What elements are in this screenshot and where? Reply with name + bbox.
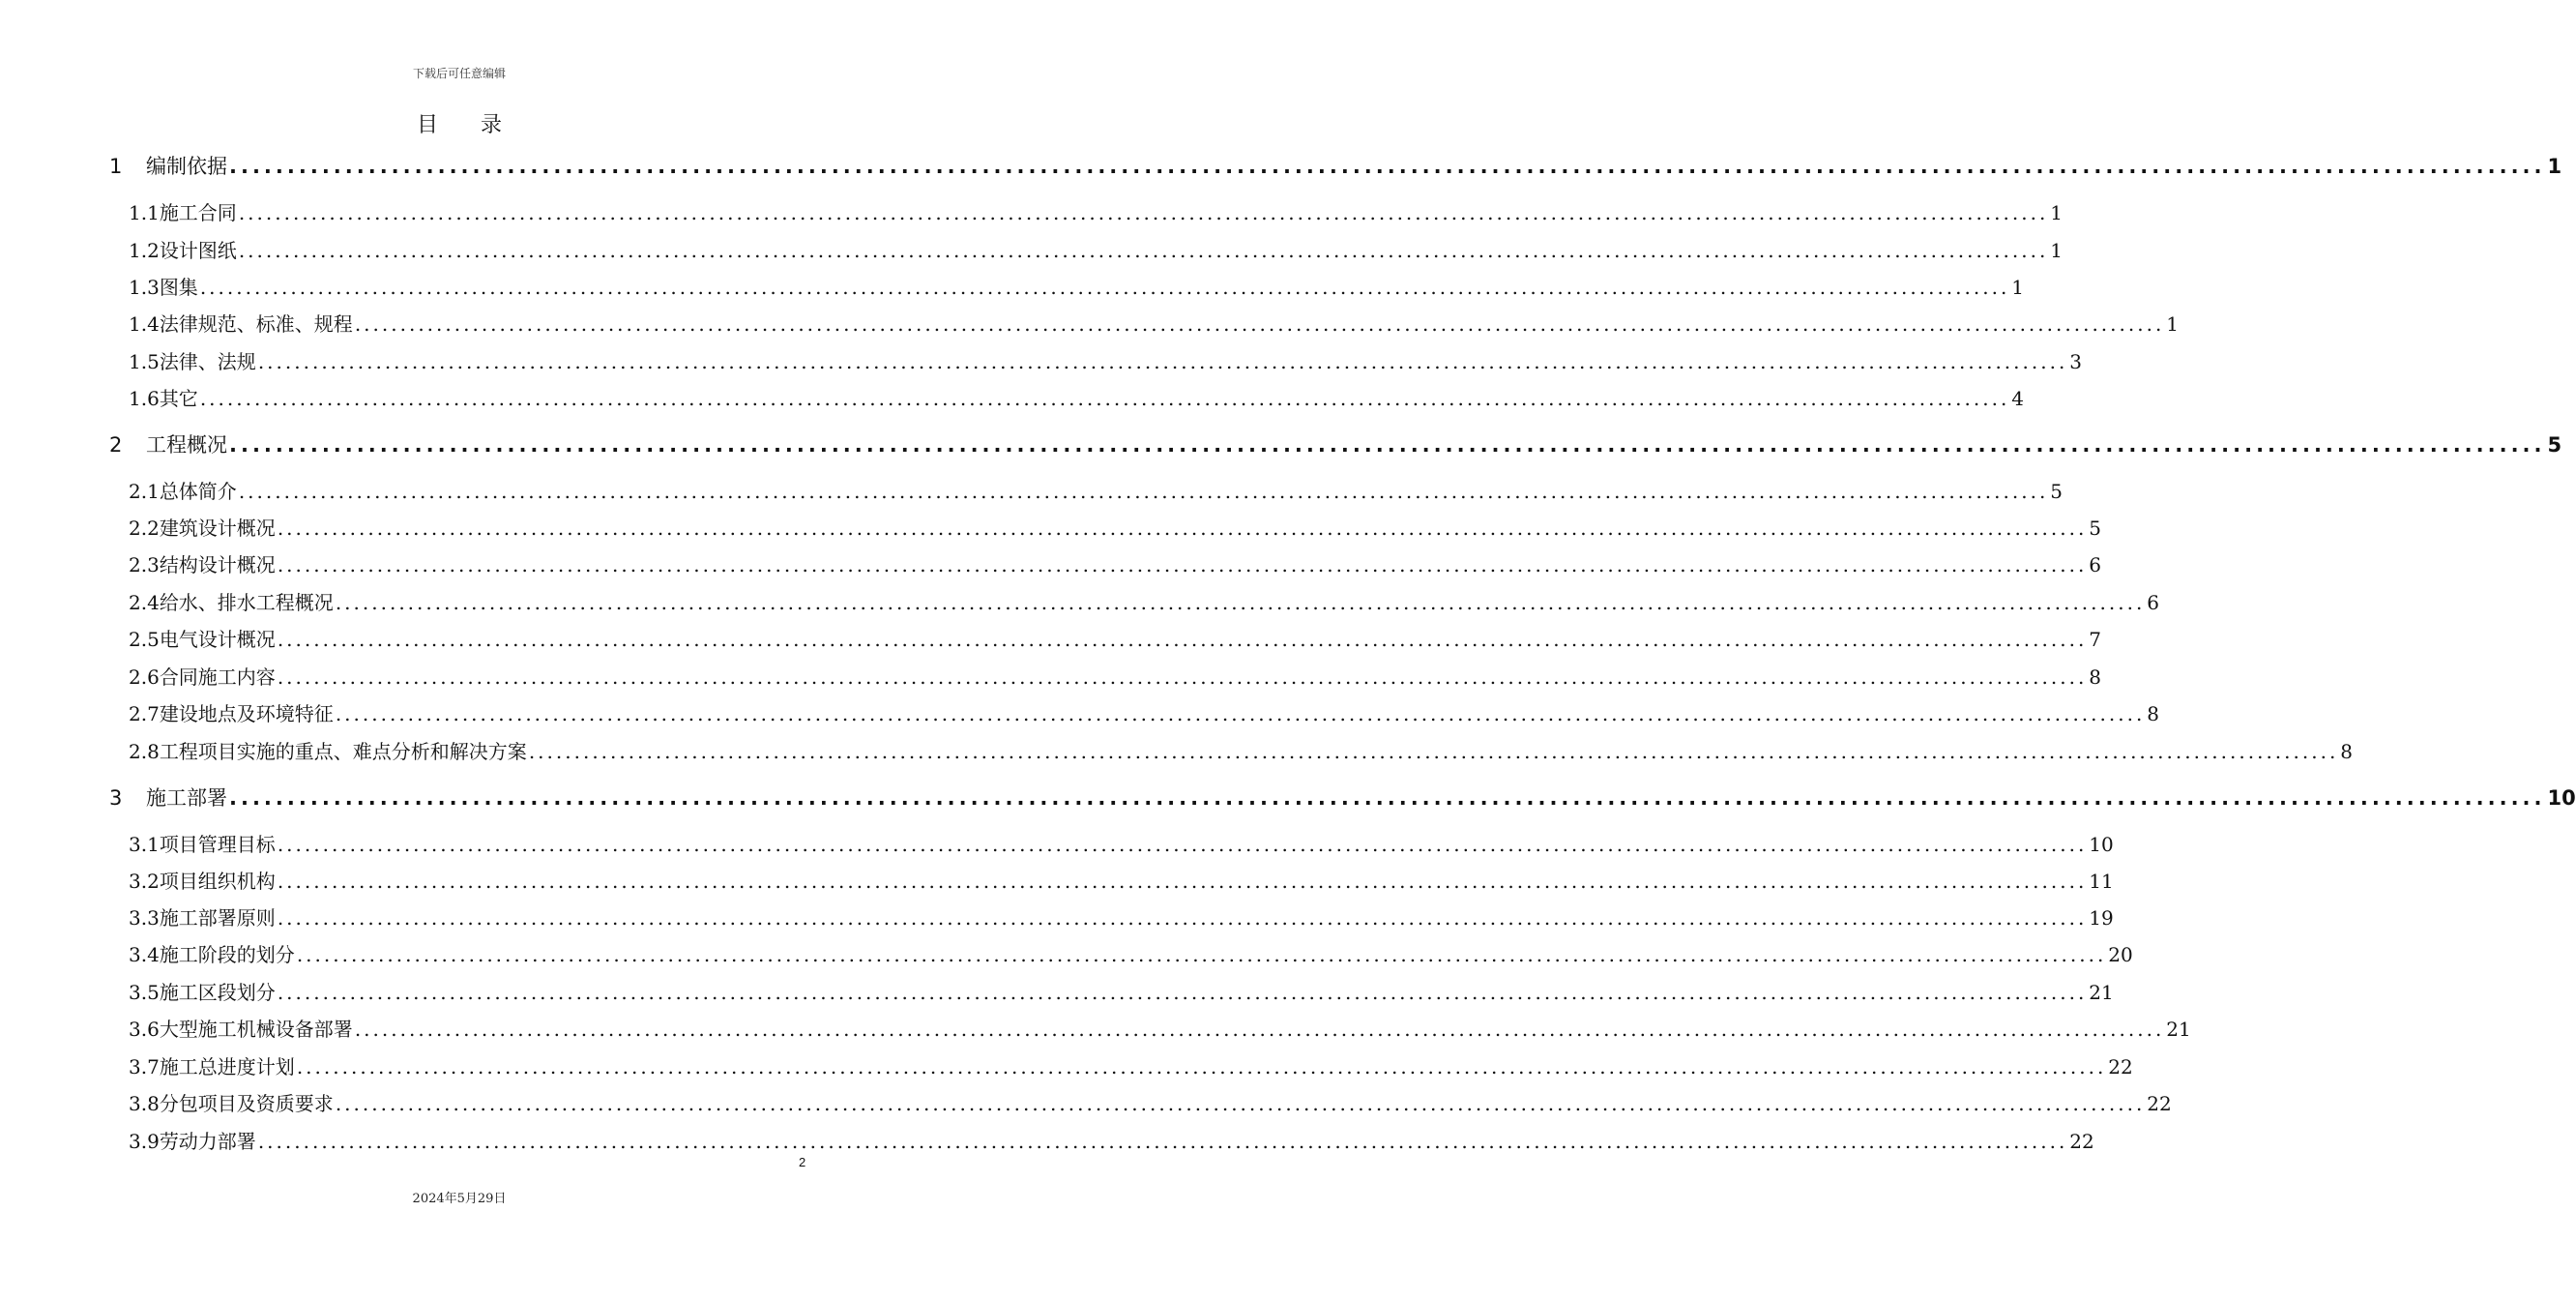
- toc-leader-dots: ........................................................................................................................................................................................................: [277, 517, 2088, 540]
- toc-leader-dots: ........................................................................................................................................................................................................: [354, 1018, 2165, 1041]
- toc-leader-dots: ........................................................................................................................................................................................................: [229, 155, 2546, 178]
- toc-entry-number: 3.1: [129, 833, 160, 856]
- toc-entry-page: 20: [2108, 943, 2133, 966]
- toc-entry-label: 项目管理目标: [159, 833, 276, 856]
- toc-title: [0, 108, 919, 138]
- toc-entry-page: 8: [2089, 665, 2102, 689]
- toc-entry-page: 8: [2147, 702, 2160, 725]
- toc-entry-label: 大型施工机械设备部署: [159, 1018, 353, 1041]
- header-note: 下载后可任意编辑: [412, 67, 506, 80]
- toc-entry-number: 3.8: [129, 1092, 160, 1115]
- toc-section-entry[interactable]: [129, 198, 2064, 227]
- toc-entry-label: 建筑设计概况: [159, 517, 276, 540]
- toc-entry-page: 3: [2069, 350, 2083, 373]
- toc-leader-dots: ........................................................................................................................................................................................................: [229, 786, 2546, 810]
- toc-entry-number: 2.7: [129, 702, 160, 725]
- toc-entry-page: 1: [2050, 201, 2064, 224]
- toc-entry-page: 21: [2166, 1018, 2191, 1041]
- toc-entry-number: 3.6: [129, 1018, 160, 1041]
- toc-entry-page: 1: [2050, 239, 2064, 262]
- toc-entry-page: 19: [2089, 906, 2114, 930]
- toc-entry-page: 10: [2089, 833, 2114, 856]
- toc-entry-label: 施工合同: [159, 201, 237, 224]
- toc-section-entry[interactable]: [129, 940, 2133, 969]
- toc-entry-number: 2.4: [129, 591, 160, 614]
- toc-section-entry[interactable]: [129, 830, 2114, 859]
- toc-entry-number: 3: [109, 786, 123, 810]
- toc-entry-label: 设计图纸: [159, 239, 237, 262]
- toc-section-entry[interactable]: [129, 867, 2114, 896]
- toc-entry-number: 2: [109, 433, 123, 457]
- toc-leader-dots: ........................................................................................................................................................................................................: [277, 553, 2088, 576]
- toc-entry-number: 1.4: [129, 312, 160, 336]
- toc-entry-page: 1: [2011, 276, 2025, 299]
- toc-section-entry[interactable]: [129, 903, 2114, 932]
- toc-entry-page: 6: [2089, 553, 2102, 576]
- toc-entry-label: 施工阶段的划分: [159, 943, 295, 966]
- toc-entry-number: 3.4: [129, 943, 160, 966]
- toc-title-char-1: 目: [416, 113, 438, 137]
- toc-entry-page: 10: [2547, 786, 2576, 810]
- toc-leader-dots: ........................................................................................................................................................................................................: [238, 201, 2049, 224]
- toc-entry-label: 劳动力部署: [159, 1130, 256, 1153]
- toc-entry-page: 5: [2050, 480, 2064, 503]
- toc-section-entry[interactable]: [129, 625, 2102, 654]
- toc-leader-dots: ........................................................................................................................................................................................................: [335, 1092, 2146, 1115]
- toc-section-entry[interactable]: [129, 236, 2064, 265]
- toc-entry-number: 3.2: [129, 870, 160, 893]
- toc-entry-page: 1: [2547, 155, 2562, 178]
- toc-entry-label: 施工部署: [146, 786, 227, 810]
- toc-entry-number: 3.5: [129, 981, 160, 1004]
- page-number: 2: [799, 1155, 806, 1169]
- toc-entry-label: 工程概况: [146, 433, 227, 457]
- toc-entry-page: 8: [2340, 740, 2354, 763]
- toc-section-entry[interactable]: [129, 588, 2160, 617]
- toc-leader-dots: ........................................................................................................................................................................................................: [277, 665, 2088, 689]
- toc-leader-dots: ........................................................................................................................................................................................................: [277, 906, 2088, 930]
- toc-leader-dots: ........................................................................................................................................................................................................: [335, 702, 2146, 725]
- toc-section-entry[interactable]: [129, 514, 2102, 543]
- toc-leader-dots: ........................................................................................................................................................................................................: [199, 387, 2010, 410]
- toc-entry-label: 工程项目实施的重点、难点分析和解决方案: [159, 740, 527, 763]
- toc-entry-number: 2.5: [129, 628, 160, 651]
- toc-entry-label: 结构设计概况: [159, 553, 276, 576]
- toc-leader-dots: ........................................................................................................................................................................................................: [277, 870, 2088, 893]
- toc-section-entry[interactable]: [129, 737, 2354, 766]
- toc-section-entry[interactable]: [129, 1052, 2133, 1081]
- toc-entry-number: 1.1: [129, 201, 160, 224]
- toc-entry-page: 4: [2011, 387, 2025, 410]
- toc-chapter-entry[interactable]: [109, 152, 2562, 181]
- toc-entry-page: 22: [2069, 1130, 2094, 1153]
- toc-entry-page: 11: [2089, 870, 2114, 893]
- toc-leader-dots: ........................................................................................................................................................................................................: [277, 833, 2088, 856]
- toc-section-entry[interactable]: [129, 1015, 2191, 1044]
- toc-entry-number: 1.5: [129, 350, 160, 373]
- toc-entry-label: 给水、排水工程概况: [159, 591, 334, 614]
- toc-entry-label: 分包项目及资质要求: [159, 1092, 334, 1115]
- toc-leader-dots: ........................................................................................................................................................................................................: [354, 312, 2165, 336]
- toc-section-entry[interactable]: [129, 477, 2064, 506]
- toc-title-char-2: 录: [481, 113, 503, 137]
- toc-entry-label: 电气设计概况: [159, 628, 276, 651]
- toc-leader-dots: ........................................................................................................................................................................................................: [528, 740, 2339, 763]
- toc-entry-number: 1.2: [129, 239, 160, 262]
- toc-entry-page: 7: [2089, 628, 2102, 651]
- toc-chapter-entry[interactable]: [109, 783, 2576, 812]
- toc-entry-number: 1: [109, 155, 123, 178]
- toc-entry-label: 编制依据: [146, 155, 227, 178]
- toc-leader-dots: ........................................................................................................................................................................................................: [229, 433, 2546, 457]
- toc-section-entry[interactable]: [129, 310, 2180, 339]
- toc-entry-page: 6: [2147, 591, 2160, 614]
- footer-date: 2024年5月29日: [412, 1192, 507, 1206]
- toc-chapter-entry[interactable]: [109, 430, 2562, 459]
- toc-entry-page: 22: [2147, 1092, 2172, 1115]
- toc-entry-label: 图集: [159, 276, 198, 299]
- toc-entry-page: 1: [2166, 312, 2180, 336]
- toc-leader-dots: ........................................................................................................................................................................................................: [257, 350, 2068, 373]
- toc-entry-number: 2.1: [129, 480, 160, 503]
- toc-section-entry[interactable]: [129, 550, 2102, 579]
- toc-entry-page: 22: [2108, 1055, 2133, 1078]
- toc-leader-dots: ........................................................................................................................................................................................................: [238, 239, 2049, 262]
- toc-section-entry[interactable]: [129, 663, 2102, 692]
- toc-section-entry[interactable]: [129, 1089, 2172, 1118]
- toc-entry-number: 2.2: [129, 517, 160, 540]
- toc-entry-number: 3.9: [129, 1130, 160, 1153]
- toc-entry-label: 法律规范、标准、规程: [159, 312, 353, 336]
- toc-entry-number: 2.3: [129, 553, 160, 576]
- toc-section-entry[interactable]: [129, 978, 2114, 1007]
- toc-entry-label: 施工部署原则: [159, 906, 276, 930]
- toc-section-entry[interactable]: [129, 347, 2083, 376]
- toc-entry-page: 21: [2089, 981, 2114, 1004]
- toc-entry-page: 5: [2089, 517, 2102, 540]
- toc-leader-dots: ........................................................................................................................................................................................................: [277, 628, 2088, 651]
- toc-section-entry[interactable]: [129, 699, 2160, 728]
- toc-leader-dots: ........................................................................................................................................................................................................: [296, 943, 2107, 966]
- toc-leader-dots: ........................................................................................................................................................................................................: [199, 276, 2010, 299]
- toc-entry-number: 3.7: [129, 1055, 160, 1078]
- toc-entry-label: 其它: [159, 387, 198, 410]
- toc-entry-number: 2.6: [129, 665, 160, 689]
- toc-section-entry[interactable]: [129, 384, 2025, 413]
- toc-entry-label: 施工区段划分: [159, 981, 276, 1004]
- toc-entry-number: 1.6: [129, 387, 160, 410]
- toc-entry-label: 法律、法规: [159, 350, 256, 373]
- toc-leader-dots: ........................................................................................................................................................................................................: [238, 480, 2049, 503]
- toc-entry-label: 总体简介: [159, 480, 237, 503]
- toc-entry-label: 项目组织机构: [159, 870, 276, 893]
- toc-leader-dots: ........................................................................................................................................................................................................: [335, 591, 2146, 614]
- toc-section-entry[interactable]: [129, 273, 2025, 302]
- toc-section-entry[interactable]: [129, 1127, 2094, 1156]
- toc-entry-page: 5: [2547, 433, 2562, 457]
- toc-leader-dots: ........................................................................................................................................................................................................: [277, 981, 2088, 1004]
- toc-entry-label: 合同施工内容: [159, 665, 276, 689]
- toc-leader-dots: ........................................................................................................................................................................................................: [296, 1055, 2107, 1078]
- toc-leader-dots: ........................................................................................................................................................................................................: [257, 1130, 2068, 1153]
- toc-entry-label: 建设地点及环境特征: [159, 702, 334, 725]
- toc-entry-number: 3.3: [129, 906, 160, 930]
- toc-entry-label: 施工总进度计划: [159, 1055, 295, 1078]
- toc-entry-number: 2.8: [129, 740, 160, 763]
- toc-entry-number: 1.3: [129, 276, 160, 299]
